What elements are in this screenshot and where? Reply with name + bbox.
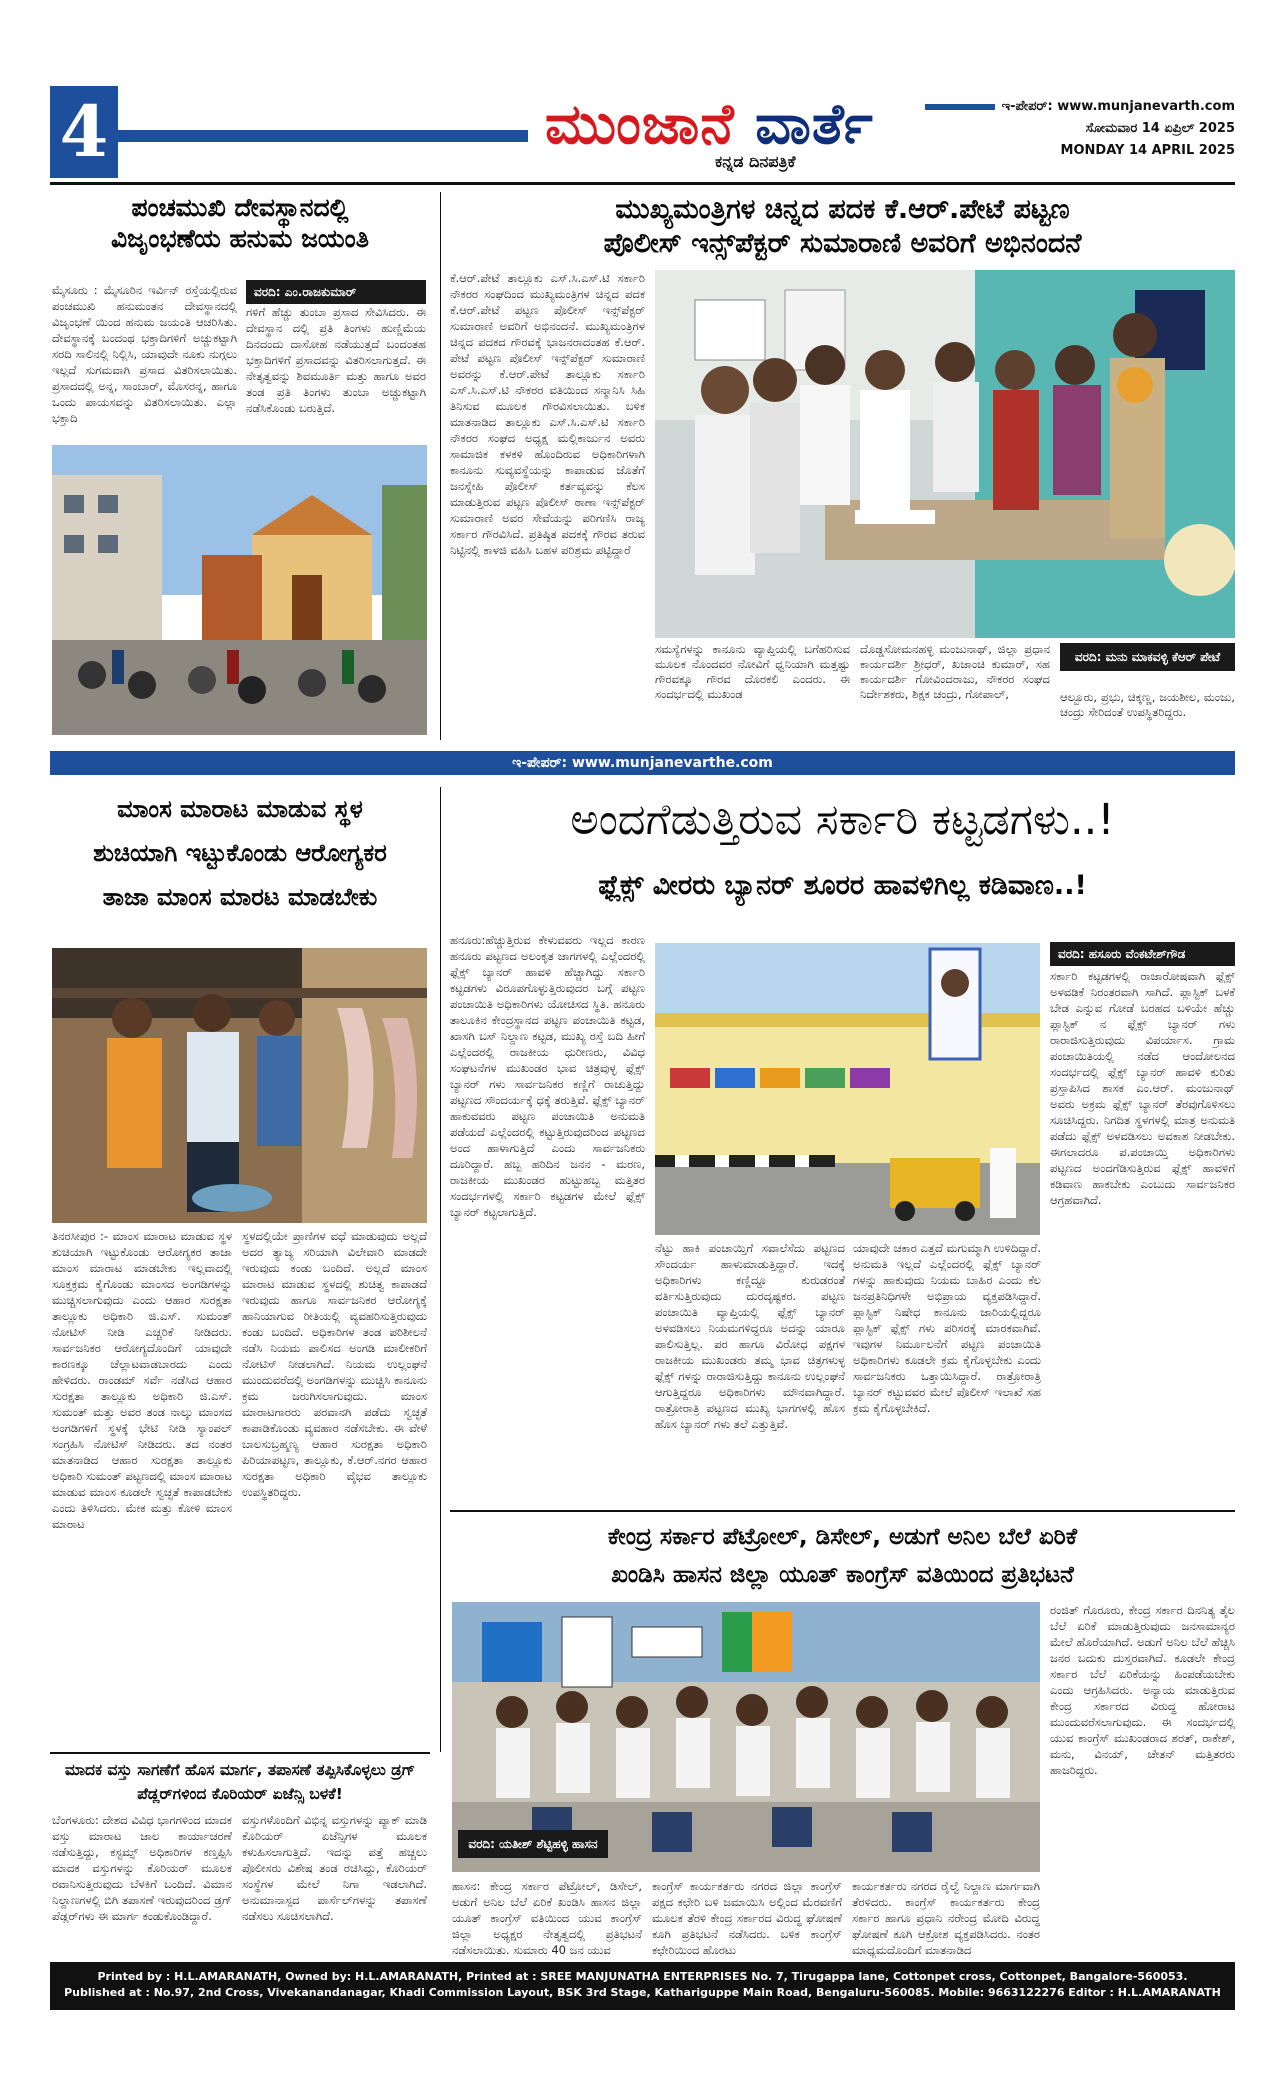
story6-col1: ಹಾಸನ: ಕೇಂದ್ರ ಸರ್ಕಾರ ಪೆಟ್ರೋಲ್, ಡಿಸೇಲ್, ಅಡುಗೆ ಅನಿಲ ಬೆಲೆ ಏರಿಕೆ ಖಂಡಿಸಿ ಹಾಸನ ಜಿಲ್ಲಾ ಯೂತ್ ಕಾಂಗ್ರೆಸ್ ವತಿಯಿಂದ ಯುವ ಕಾಂಗ್ರೆಸ್ ಜಿಲ್ಲಾ ಅಧ್ಯಕ್ಷರ ನೇತೃತ್ವದಲ್ಲಿ ಪ್ರತಿಭಟನೆ ನಡೆಸಲಾಯಿತು. ಸುಮಾರು 40 ಜನ ಯುವ [452, 1879, 642, 1957]
flex-banner-illustration [655, 943, 1040, 1235]
story5-top-rule [50, 1752, 430, 1754]
story1-col2: ಗಳಿಗೆ ಹೆಚ್ಚು ತುಂಬಾ ಪ್ರಸಾದ ಸೇವಿಸಿದರು. ಈ ದೇವಸ್ಥಾನ ದಲ್ಲಿ ಪ್ರತಿ ತಿಂಗಳು ಹುಣ್ಣಿಮೆಯ ದಿನದಂದು ದಾಸೋಹ ನಡೆಯುತ್ತದೆ ಬಂದಂತಹ ಭಕ್ತಾದಿಗಳಿಗೆ ಪ್ರಸಾದವನ್ನು ವಿತರಿಸಲಾಗುತ್ತದೆ. ಈ ನೇತೃತ್ವವನ್ನು ಶಿವಮೂರ್ತಿ ಮತ್ತು ಹಾಗೂ ಅವರ ತಂಡ ಪ್ರತಿ ತಿಂಗಳು ತುಂಬಾ ಅಚ್ಚುಕಟ್ಟಾಗಿ ನಡೆಸಿಕೊಂಡು ಬರುತ್ತಿದೆ. [246, 305, 426, 415]
story1-headline-line2: ವಿಜೃಂಭಣೆಯ ಹನುಮ ಜಯಂತಿ [110, 224, 370, 254]
story3-headline-line2: ಶುಚಿಯಾಗಿ ಇಟ್ಟುಕೊಂಡು ಆರೋಗ್ಯಕರ [93, 839, 387, 867]
story4-col1: ಹನೂರು:ಹೆಚ್ಚುತ್ತಿರುವ ಕೇಳುವವರು ಇಲ್ಲದ ಕಾರಣ ಹನೂರು ಪಟ್ಟಣದ ಅಲಂಕೃತ ಜಾಗಗಳಲ್ಲಿ ಎಲ್ಲೆಂದರಲ್ಲಿ ಫ್ಲೆಕ್ಸ್ ಬ್ಯಾನರ್ ಹಾವಳಿ ಹೆಚ್ಚಾಗಿದ್ದು ಸರ್ಕಾರಿ ಕಟ್ಟಡಗಳು ವಿರೂಪಗೊಳ್ಳುತ್ತಿರುವುದರ ಬಗ್ಗೆ ಪಟ್ಟಣ ಪಂಚಾಯಿತಿ ಅಧಿಕಾರಿಗಳು ಯೋಚಿಸದ ಸ್ಥಿತಿ. ಹನೂರು ತಾಲೂಕಿನ ಕೇಂದ್ರಸ್ಥಾನದ ಪಟ್ಟಣ ಪಂಚಾಯಿತಿ ಕಟ್ಟಡ, ಖಾಸಗಿ ಬಸ್ ನಿಲ್ದಾಣ ಕಟ್ಟಡ, ಮುಖ್ಯ ರಸ್ತೆ ಬದಿ ಹೀಗೆ ಎಲ್ಲೆಂದರಲ್ಲಿ ರಾಜಕೀಯ ಧುರೀಣರು, ವಿವಿಧ ಸಂಘಟನೆಗಳ ಮುಖಂಡರ ಭಾವ ಚಿತ್ರವುಳ್ಳ ಫ್ಲೆಕ್ಸ್ ಬ್ಯಾನರ್ ಗಳು ಸಾರ್ವಜನಿಕರ ಕಣ್ಣಿಗೆ ರಾಚುತ್ತಿದ್ದು ಪಟ್ಟಣದ ಸೌಂದರ್ಯಕ್ಕೆ ಧಕ್ಕೆ ತರುತ್ತಿವೆ. ಫ್ಲೆಕ್ಸ್ ಬ್ಯಾನರ್ ಹಾಕುವವರು ಪಟ್ಟಣ ಪಂಚಾಯಿತಿ ಅನುಮತಿ ಪಡೆಯದೆ ಎಲ್ಲೆಂದರಲ್ಲಿ ಕಟ್ಟುತ್ತಿರುವುದರಿಂದ ಪಟ್ಟಣದ ಅಂದ ಹಾಳಾಗುತ್ತಿದೆ ಎಂದು ಸಾರ್ವಜನಿಕರು ದೂರಿದ್ದಾರೆ. ಹಬ್ಬ ಹರಿದಿನ ಜನನ - ಮರಣ, ರಾಜಕೀಯ ಮುಖಂಡರ ಹುಟ್ಟುಹಬ್ಬ ಮತ್ತಿತರ ಸಂದರ್ಭಗಳಲ್ಲಿ ಸರ್ಕಾರಿ ಕಟ್ಟಡಗಳ ಮೇಲೆ ಫ್ಲೆಕ್ಸ್ ಬ್ಯಾನರ್ ಕಟ್ಟಲಾಗುತ್ತಿದೆ. [450, 933, 645, 1219]
story3-col1: ತಿನರಸೀಪುರ :- ಮಾಂಸ ಮಾರಾಟ ಮಾಡುವ ಸ್ಥಳ ಶುಚಿಯಾಗಿ ಇಟ್ಟುಕೊಂಡು ಆರೋಗ್ಯಕರ ತಾಜಾ ಮಾಂಸ ಮಾರಾಟ ಮಾಡಬೇಕು ಇಲ್ಲವಾದಲ್ಲಿ ಸೂಕ್ತಕ್ರಮ ಕೈಗೊಂಡು ಮಾಂಸದ ಅಂಗಡಿಗಳನ್ನು ಮುಚ್ಚಿಸಲಾಗುವುದು ಎಂದು ಆಹಾರ ಸುರಕ್ಷತಾ ತಾಲ್ಲೂಕು ಅಧಿಕಾರಿ ಜಿ.ಎಸ್. ಸುಮಂತ್ ನೋಟಿಸ್ ನೀಡಿ ಎಚ್ಚರಿಕೆ ನೀಡಿದರು. ಸಾರ್ವಜನಿಕರ ಆರೋಗ್ಯದೊಂದಿಗೆ ಯಾವುದೇ ಕಾರಣಕ್ಕೂ ಚೆಲ್ಲಾಟವಾಡಬಾರದು ಎಂದು ಹೇಳಿದರು. ರಾಂಡಮ್ ಸರ್ವೆ ನಡೆಸಿದ ಆಹಾರ ಸುರಕ್ಷತಾ ತಾಲ್ಲೂಕು ಅಧಿಕಾರಿ ಜಿ.ಎಸ್. ಸುಮಂತ್ ಮತ್ತು ಅವರ ತಂಡ ನಾಲ್ಕು ಮಾಂಸದ ಅಂಗಡಿಗಳಿಗೆ ಸ್ಥಳಕ್ಕೆ ಭೇಟಿ ನೀಡಿ ಸ್ಯಾಂಪಲ್ ಸಂಗ್ರಹಿಸಿ ನೋಟಿಸ್ ನೀಡಿದರು. ತದ ನಂತರ ಮಾತನಾಡಿದ ಆಹಾರ ಸುರಕ್ಷತಾ ತಾಲ್ಲೂಕು ಅಧಿಕಾರಿ ಸುಮಂತ್ ಪಟ್ಟಣದಲ್ಲಿ ಮಾಂಸ ಮಾರಾಟ ಮಾಡುವ ಮಾಂಸ ಕೂಡಲೇ ಸ್ವಚ್ಛತೆ ಕಾಪಾಡಬೇಕು ಎಂದು ತಿಳಿಸಿದರು. ಮೇಕ ಮತ್ತು ಕೋಳಿ ಮಾಂಸ ಮಾರಾಟ [52, 1229, 232, 1531]
story6-headline-line1: ಕೇಂದ್ರ ಸರ್ಕಾರ ಪೆಟ್ರೋಲ್, ಡಿಸೇಲ್, ಅಡುಗೆ ಅನಿಲ ಬೆಲೆ ಏರಿಕೆ [607, 1524, 1078, 1550]
story6-byline: ವರದಿ: ಯತೀಶ್ ಶೆಟ್ಟಿಹಳ್ಳಿ ಹಾಸನ [458, 1830, 608, 1858]
story2-caption-right: ಆಲ್ಬೂರು, ಪ್ರಭು, ಚಿಕ್ಕಣ್ಣ, ಜಯಶೀಲ, ಮಂಜು, ಚಂದ್ರು ಸೇರಿದಂತೆ ಉಪಸ್ಥಿತರಿದ್ದರು. [1060, 690, 1235, 719]
story4-col4: ಸರ್ಕಾರಿ ಕಟ್ಟಡಗಳಲ್ಲಿ ರಾಜಾರೋಷವಾಗಿ ಫ್ಲೆಕ್ಸ್ ಅಳವಡಿಕೆ ನಿರಂತರವಾಗಿ ಸಾಗಿದೆ. ಪ್ಲಾಸ್ಟಿಕ್ ಬಳಕೆ ಬೇಡ ಎನ್ನುವ ಗೋಡೆ ಬರಹದ ಬಳಿಯೇ ಹೆಚ್ಚು ಪ್ಲಾಸ್ಟಿಕ್ ನ ಫ್ಲೆಕ್ಸ್ ಬ್ಯಾನರ್ ಗಳು ರಾರಾಜಿಸುತ್ತಿರುವುದು ವಿಪರ್ಯಾಸ. ಗ್ರಾಮ ಪಂಚಾಯಿತಿಯಲ್ಲಿ ನಡೆದ ಆಂದೋಲನದ ಸಂದರ್ಭದಲ್ಲಿ ಫ್ಲೆಕ್ಸ್ ಬ್ಯಾನರ್ ಹಾವಳಿ ಕುರಿತು ಪ್ರಸ್ತಾಪಿಸಿದ ಶಾಸಕ ಎಂ.ಆರ್. ಮಂಜುನಾಥ್ ಅವರು ಅಕ್ರಮ ಫ್ಲೆಕ್ಸ್ ಬ್ಯಾನರ್ ತೆರವುಗೊಳಿಸಲು ಸೂಚಿಸಿದ್ದರು. ನಿಗದಿತ ಸ್ಥಳಗಳಲ್ಲಿ ಮಾತ್ರ ಅನುಮತಿ ಪಡೆದು ಫ್ಲೆಕ್ಸ್ ಅಳವಡಿಸಲು ಅವಕಾಶ ನೀಡಬೇಕು. ಈಗಲಾದರೂ ಪ.ಪಂಚಾಯ್ತಿ ಅಧಿಕಾರಿಗಳು ಪಟ್ಟಣದ ಅಂದಗೆಡಿಸುತ್ತಿರುವ ಫ್ಲೆಕ್ಸ್ ಹಾವಳಿಗೆ ಕಡಿವಾಣ ಹಾಕಬೇಕು ಎಂಬುದು ಸಾರ್ವಜನಿಕರ ಆಗ್ರಹವಾಗಿದೆ. [1050, 969, 1235, 1207]
story6-headline [450, 1518, 1235, 1594]
story3-col2: ಸ್ಥಳದಲ್ಲಿಯೇ ಪ್ರಾಣಿಗಳ ವಧೆ ಮಾಡುವುದು ಅಲ್ಲದೆ ಅದರ ತ್ಯಾಜ್ಯ ಸರಿಯಾಗಿ ವಿಲೇವಾರಿ ಮಾಡದೇ ಇರುವುದು ಕಂಡು ಬಂದಿದೆ. ಅಲ್ಲದೆ ಮಾಂಸ ಮಾರಾಟ ಮಾಡುವ ಸ್ಥಳದಲ್ಲಿ ಶುಚಿತ್ವ ಕಾಪಾಡದೆ ಇರುವುದು ಹಾಗೂ ಸಾರ್ವಜನಿಕರ ಆರೋಗ್ಯಕ್ಕೆ ಹಾನಿಯಾಗುವ ರೀತಿಯಲ್ಲಿ ವ್ಯವಹರಿಸುತ್ತಿರುವುದು ಕಂಡು ಬಂದಿದೆ. ಅಧಿಕಾರಿಗಳ ತಂಡ ಪರಿಶೀಲನೆ ನಡೆಸಿ ನಿಯಮ ಪಾಲಿಸದ ಅಂಗಡಿ ಮಾಲೀಕರಿಗೆ ನೋಟಿಸ್ ನೀಡಲಾಗಿದೆ. ನಿಯಮ ಉಲ್ಲಂಘನೆ ಮುಂದುವರೆದಲ್ಲಿ ಅಂಗಡಿಗಳನ್ನು ಮುಚ್ಚಿಸಿ ಕಾನೂನು ಕ್ರಮ ಜರುಗಿಸಲಾಗುವುದು. ಮಾಂಸ ಮಾರಾಟಗಾರರು ಪರವಾನಗಿ ಪಡೆದು ಸ್ವಚ್ಛತೆ ಕಾಪಾಡಿಕೊಂಡು ವ್ಯವಹಾರ ನಡೆಸಬೇಕು. ಈ ವೇಳೆ ಬಾಲಸುಬ್ರಹ್ಮಣ್ಯ ಆಹಾರ ಸುರಕ್ಷತಾ ಅಧಿಕಾರಿ ಪಿರಿಯಾಪಟ್ಟಣ, ತಾಲ್ಲೂಕು, ಕೆ.ಆರ್.ನಗರ ಆಹಾರ ಸುರಕ್ಷತಾ ಅಧಿಕಾರಿ ವೈಭವ ತಾಲ್ಲೂಕು ಉಪಸ್ಥಿತರಿದ್ದರು. [242, 1229, 427, 1499]
masthead-divider [50, 182, 1235, 185]
masthead-rule [118, 130, 528, 142]
temple-photo-illustration [52, 445, 427, 735]
story2-headline [450, 193, 1235, 261]
flex-banner-photo [655, 943, 1040, 1235]
story6-col2: ಕಾಂಗ್ರೆಸ್ ಕಾರ್ಯಕರ್ತರು ನಗರದ ಜಿಲ್ಲಾ ಕಾಂಗ್ರೆಸ್ ಪಕ್ಷದ ಕಛೇರಿ ಬಳಿ ಜಮಾಯಿಸಿ ಅಲ್ಲಿಂದ ಮೆರವಣಿಗೆ ಮೂಲಕ ತೆರಳಿ ಕೇಂದ್ರ ಸರ್ಕಾರದ ವಿರುದ್ಧ ಘೋಷಣೆ ಕೂಗಿ ಪ್ರತಿಭಟನೆ ನಡೆಸಿದರು. ಬಳಿಕ ಕಾಂಗ್ರೆಸ್ ಕಛೇರಿಯಿಂದ ಹೊರಟು [652, 1879, 842, 1957]
story2-caption-left: ಸಮಸ್ಯೆಗಳನ್ನು ಕಾನೂನು ವ್ಯಾಪ್ತಿಯಲ್ಲಿ ಬಗೆಹರಿಸುವ ಮೂಲಕ ನೊಂದವರ ನೋವಿಗೆ ಧ್ವನಿಯಾಗಿ ಮತ್ತಷ್ಟು ಗೌರವಕ್ಕೂ ಗೌರವ ದೊರಕಲಿ ಎಂದರು. ಈ ಸಂದರ್ಭದಲ್ಲಿ ಮುಖಂಡ [655, 642, 850, 701]
story3-headline-line1: ಮಾಂಸ ಮಾರಾಟ ಮಾಡುವ ಸ್ಥಳ [117, 795, 363, 823]
newspaper-tagline: ಕನ್ನಡ ದಿನಪತ್ರಿಕೆ [715, 152, 796, 171]
imprint-line2: Published at : No.97, 2nd Cross, Vivekanandanagar, Khadi Commission Layout, BSK 3rd Stage, Kathariguppe Main Road, Bengaluru-560085. Mobile: 9663122276 Editor : H.L.AMARANATH [64, 1986, 1221, 1999]
award-photo [655, 270, 1235, 638]
date-english: MONDAY 14 APRIL 2025 [1060, 143, 1235, 158]
story6-col3: ಕಾರ್ಯಕರ್ತರು ನಗರದ ರೈಲ್ವೆ ನಿಲ್ದಾಣ ಮಾರ್ಗವಾಗಿ ತೆರಳಿದರು. ಕಾಂಗ್ರೆಸ್ ಕಾರ್ಯಕರ್ತರು ಕೇಂದ್ರ ಸರ್ಕಾರ ಹಾಗೂ ಪ್ರಧಾನಿ ನರೇಂದ್ರ ಮೋದಿ ವಿರುದ್ಧ ಘೋಷಣೆ ಕೂಗಿ ಆಕ್ರೋಶ ವ್ಯಕ್ತಪಡಿಸಿದರು. ನಂತರ ಮಾಧ್ಯಮದೊಂದಿಗೆ ಮಾತನಾಡಿದ [852, 1879, 1040, 1957]
story1-headline [50, 192, 430, 255]
column-rule-1 [440, 192, 441, 740]
story4-headline-sub: ಫ್ಲೆಕ್ಸ್ ವೀರರು ಬ್ಯಾನರ್ ಶೂರರ ಹಾವಳಿಗಿಲ್ಲ ಕಡಿವಾಣ..! [598, 870, 1087, 901]
epaper-band[interactable]: ಇ-ಪೇಪರ್: www.munjanevarthe.com [50, 751, 1235, 775]
story5-col1: ಬೆಂಗಳೂರು: ದೇಶದ ವಿವಿಧ ಭಾಗಗಳಿಂದ ಮಾದಕ ವಸ್ತು ಮಾರಾಟ ಜಾಲ ಕಾರ್ಯಾಚರಣೆ ನಡೆಸುತ್ತಿದ್ದು, ಕಸ್ಟಮ್ಸ್ ಅಧಿಕಾರಿಗಳ ಕಣ್ತಪ್ಪಿಸಿ ಮಾದಕ ವಸ್ತುಗಳನ್ನು ಕೊರಿಯರ್ ಮೂಲಕ ರವಾನಿಸುತ್ತಿರುವುದು ಬೆಳಕಿಗೆ ಬಂದಿದೆ. ವಿಮಾನ ನಿಲ್ದಾಣಗಳಲ್ಲಿ ಬಿಗಿ ತಪಾಸಣೆ ಇರುವುದರಿಂದ ಡ್ರಗ್ ಪೆಡ್ಲರ್‌ಗಳು ಈ ಮಾರ್ಗ ಕಂಡುಕೊಂಡಿದ್ದಾರೆ. [52, 1813, 232, 1923]
story3-headline-line3: ತಾಜಾ ಮಾಂಸ ಮಾರಟ ಮಾಡಬೇಕು [102, 883, 378, 911]
story5-col2: ವಸ್ತುಗಳೊಂದಿಗೆ ವಿಭಿನ್ನ ವಸ್ತುಗಳನ್ನು ಪ್ಯಾಕ್ ಮಾಡಿ ಕೊರಿಯರ್ ಏಜೆನ್ಸಿಗಳ ಮೂಲಕ ಕಳುಹಿಸಲಾಗುತ್ತಿದೆ. ಇದನ್ನು ಪತ್ತೆ ಹಚ್ಚಲು ಪೊಲೀಸರು ವಿಶೇಷ ತಂಡ ರಚಿಸಿದ್ದು, ಕೊರಿಯರ್ ಸಂಸ್ಥೆಗಳ ಮೇಲೆ ನಿಗಾ ಇಡಲಾಗಿದೆ. ಅನುಮಾನಾಸ್ಪದ ಪಾರ್ಸೆಲ್‌ಗಳನ್ನು ತಪಾಸಣೆ ನಡೆಸಲು ಸೂಚಿಸಲಾಗಿದೆ. [242, 1813, 427, 1923]
story4-col3: ಯಾವುದೇ ಚಕಾರ ಎತ್ತದೆ ಮಗುಮ್ಮಾಗಿ ಉಳಿದಿದ್ದಾರೆ. ಅನುಮತಿ ಇಲ್ಲದೆ ಎಲ್ಲೆಂದರಲ್ಲಿ ಫ್ಲೆಕ್ಸ್ ಬ್ಯಾನರ್ ಗಳನ್ನು ಹಾಕುವುದು ನಿಯಮ ಬಾಹಿರ ಎಂದು ಕೆಲ ಜನಪ್ರತಿನಿಧಿಗಳೇ ಅಭಿಪ್ರಾಯ ವ್ಯಕ್ತಪಡಿಸಿದ್ದಾರೆ. ಪ್ಲಾಸ್ಟಿಕ್ ನಿಷೇಧ ಕಾನೂನು ಜಾರಿಯಲ್ಲಿದ್ದರೂ ಪ್ಲಾಸ್ಟಿಕ್ ಫ್ಲೆಕ್ಸ್ ಗಳು ಪರಿಸರಕ್ಕೆ ಮಾರಕವಾಗಿವೆ. ಇವುಗಳ ನಿರ್ಮೂಲನೆಗೆ ಪಟ್ಟಣ ಪಂಚಾಯಿತಿ ಅಧಿಕಾರಿಗಳು ಕೂಡಲೇ ಕ್ರಮ ಕೈಗೊಳ್ಳಬೇಕು ಎಂದು ಸಾರ್ವಜನಿಕರು ಒತ್ತಾಯಿಸಿದ್ದಾರೆ. ರಾತ್ರೋರಾತ್ರಿ ಬ್ಯಾನರ್ ಕಟ್ಟುವವರ ಮೇಲೆ ಪೊಲೀಸ್ ಇಲಾಖೆ ಸಹ ಕ್ರಮ ಕೈಗೊಳ್ಳಬೇಕಿದೆ. [853, 1241, 1041, 1415]
story2-col1: ಕೆ.ಆರ್.ಪೇಟೆ ತಾಲ್ಲೂಕು ಎಸ್.ಸಿ.ಎಸ್.ಟಿ ಸರ್ಕಾರಿ ನೌಕರರ ಸಂಘದಿಂದ ಮುಖ್ಯಮಂತ್ರಿಗಳ ಚಿನ್ನದ ಪದಕ ಕೆ.ಆರ್.ಪೇಟೆ ಪಟ್ಟಣ ಪೊಲೀಸ್ ಇನ್ಸ್‌ಪೆಕ್ಟರ್ ಸುಮಾರಾಣಿ ಅವರಿಗೆ ಅಭಿನಂದನೆ. ಮುಖ್ಯಮಂತ್ರಿಗಳ ಚಿನ್ನದ ಪದಕದ ಗೌರವಕ್ಕೆ ಭಾಜನರಾದಂತಹ ಕೆ.ಆರ್. ಪೇಟೆ ಪಟ್ಟಣ ಪೊಲೀಸ್ ಇನ್ಸ್‌ಪೆಕ್ಟರ್ ಸುಮಾರಾಣಿ ಅವರನ್ನು ಕೆ.ಆರ್.ಪೇಟೆ ತಾಲ್ಲೂಕು ಸರ್ಕಾರಿ ಎಸ್.ಸಿ.ಎಸ್.ಟಿ ನೌಕರರ ವತಿಯಿಂದ ಸನ್ಮಾನಿಸಿ ಸಿಹಿ ತಿನಿಸುವ ಮೂಲಕ ಗೌರವಿಸಲಾಯಿತು. ಬಳಿಕ ಮಾತನಾಡಿದ ತಾಲ್ಲೂಕು ಎಸ್.ಸಿ.ಎಸ್.ಟಿ ಸರ್ಕಾರಿ ನೌಕರರ ಸಂಘದ ಅಧ್ಯಕ್ಷ ಮಲ್ಲಿಕಾರ್ಜುನ ಅವರು ಸಾಮಾಜಿಕ ಕಳಕಳಿ ಹೊಂದಿರುವ ಅಧಿಕಾರಿಗಳಾಗಿ ಕಾನೂನು ಸುವ್ಯವಸ್ಥೆಯನ್ನು ಕಾಪಾಡುವ ಜೊತೆಗೆ ಜನಸ್ನೇಹಿ ಪೊಲೀಸ್ ಕರ್ತವ್ಯವನ್ನು ಕೆಲಸ ಮಾಡುತ್ತಿರುವ ಪಟ್ಟಣ ಪೊಲೀಸ್ ಠಾಣಾ ಇನ್ಸ್‌ಪೆಕ್ಟರ್ ಸುಮಾರಾಣಿ ಅವರ ಸೇವೆಯನ್ನು ಪರಿಗಣಿಸಿ ರಾಜ್ಯ ಸರ್ಕಾರ ಗೌರವಿಸಿದೆ. ಪ್ರತಿಷ್ಠಿತ ಪದಕಕ್ಕೆ ಗೌರವ ತರುವ ನಿಟ್ಟಿನಲ್ಲಿ ಕಾಳಜಿ ವಹಿಸಿ ಬಹಳ ಪರಿಶ್ರಮ ಪಟ್ಟಿದ್ದಾರೆ [450, 271, 645, 557]
meat-inspection-photo [52, 948, 427, 1223]
story2-byline: ವರದಿ: ಮನು ಮಾಕವಳ್ಳಿ ಕೆಆರ್ ಪೇಟೆ [1060, 643, 1235, 671]
story2-headline-line2: ಪೊಲೀಸ್ ಇನ್ಸ್‌ಪೆಕ್ಟರ್ ಸುಮಾರಾಣಿ ಅವರಿಗೆ ಅಭಿನಂದನೆ [603, 227, 1082, 259]
story6-col4: ರಂಜಿತ್ ಗೊರೂರು, ಕೇಂದ್ರ ಸರ್ಕಾರ ದಿನನಿತ್ಯ ತೈಲ ಬೆಲೆ ಏರಿಕೆ ಮಾಡುತ್ತಿರುವುದು ಜನಸಾಮಾನ್ಯರ ಮೇಲೆ ಹೊರೆಯಾಗಿದೆ. ಅಡುಗೆ ಅನಿಲ ಬೆಲೆ ಹೆಚ್ಚಿಸಿ ಜನರ ಬದುಕು ದುಸ್ತರವಾಗಿದೆ. ಕೂಡಲೇ ಕೇಂದ್ರ ಸರ್ಕಾರ ಬೆಲೆ ಏರಿಕೆಯನ್ನು ಹಿಂಪಡೆಯಬೇಕು ಎಂದು ಆಗ್ರಹಿಸಿದರು. ಅನ್ಯಾಯ ಮಾಡುತ್ತಿರುವ ಕೇಂದ್ರ ಸರ್ಕಾರದ ವಿರುದ್ಧ ಹೋರಾಟ ಮುಂದುವರೆಸಲಾಗುವುದು. ಈ ಸಂದರ್ಭದಲ್ಲಿ ಯುವ ಕಾಂಗ್ರೆಸ್ ಮುಖಂಡರಾದ ಶರತ್, ರಾಕೇಶ್, ಮನು, ವಿನಯ್, ಚೇತನ್ ಮತ್ತಿತರರು ಹಾಜರಿದ್ದರು. [1050, 1603, 1235, 1777]
newspaper-name-part1: ಮುಂಜಾನೆ [545, 92, 735, 157]
imprint-line1: Printed by : H.L.AMARANATH, Owned by: H.L.AMARANATH, Printed at : SREE MANJUNATHA ENTERPRISES No. 7, Tirugappa lane, Cottonpet cross, Cottonpet, Bangalore-560053. [97, 1970, 1188, 1983]
story1-headline-line1: ಪಂಚಮುಖಿ ದೇವಸ್ಥಾನದಲ್ಲಿ [131, 193, 349, 222]
story4-col2: ನೆಟ್ಟು ಹಾಕಿ ಪಂಚಾಯ್ತಿಗೆ ಸವಾಲೆಸೆದು ಪಟ್ಟಣದ ಸೌಂದರ್ಯ ಹಾಳುಮಾಡುತ್ತಿದ್ದಾರೆ. ಇದಕ್ಕೆ ಅಧಿಕಾರಿಗಳು ಕಣ್ಣಿದ್ದೂ ಕುರುಡರಂತೆ ವರ್ತಿಸುತ್ತಿರುವುದು ದುರದೃಷ್ಟಕರ. ಪಟ್ಟಣ ಪಂಚಾಯಿತಿ ವ್ಯಾಪ್ತಿಯಲ್ಲಿ ಫ್ಲೆಕ್ಸ್ ಬ್ಯಾನರ್ ಅಳವಡಿಸಲು ನಿಯಮಗಳಿದ್ದರೂ ಅದನ್ನು ಯಾರೂ ಪಾಲಿಸುತ್ತಿಲ್ಲ. ಪರ ಹಾಗೂ ವಿರೋಧ ಪಕ್ಷಗಳ ರಾಜಕೀಯ ಮುಖಂಡರು ತಮ್ಮ ಭಾವ ಚಿತ್ರಗಳುಳ್ಳ ಫ್ಲೆಕ್ಸ್ ಗಳನ್ನು ರಾರಾಜಿಸುತ್ತಿದ್ದು ಕಾನೂನು ಉಲ್ಲಂಘನೆ ಆಗುತ್ತಿದ್ದರೂ ಅಧಿಕಾರಿಗಳು ಮೌನವಾಗಿದ್ದಾರೆ. ರಾತ್ರೋರಾತ್ರಿ ಪಟ್ಟಣದ ಮುಖ್ಯ ಭಾಗಗಳಲ್ಲಿ ಹೊಸ ಹೊಸ ಬ್ಯಾನರ್ ಗಳು ತಲೆ ಎತ್ತುತ್ತಿವೆ. [655, 1241, 845, 1431]
newspaper-name-part2: ವಾರ್ತೆ [755, 92, 874, 157]
story4-bottom-rule [450, 1510, 1235, 1512]
story1-col1: ಮೈಸೂರು : ಮೈಸೂರಿನ ಇರ್ವಿನ್ ರಸ್ತೆಯಲ್ಲಿರುವ ಪಂಚಮುಖಿ ಹನುಮಂತನ ದೇವಸ್ಥಾನದಲ್ಲಿ ವಿಜೃಂಭಣೆ ಯಿಂದ ಹನುಮ ಜಯಂತಿ ಆಚರಿಸಿತು. ದೇವಸ್ಥಾನಕ್ಕೆ ಬಂದಂಥ ಭಕ್ತಾದಿಗಳಿಗೆ ಅಚ್ಚುಕಟ್ಟಾಗಿ ಸರದಿ ಸಾಲಿನಲ್ಲಿ ನಿಲ್ಲಿಸಿ, ಯಾವುದೇ ನೂಕು ನುಗ್ಗಲು ಇಲ್ಲದೆ ಸುಗಮವಾಗಿ ಪ್ರಸಾದ ವಿತರಿಸಲಾಯಿತು. ಪ್ರಸಾದದಲ್ಲಿ ಅನ್ನ, ಸಾಂಬಾರ್, ಮೊಸರನ್ನ, ಹಾಗೂ ಒಂದು ಪಾಯಸವನ್ನು ವಿತರಿಸಲಾಯಿತು. ಎಲ್ಲಾ ಭಕ್ತಾದಿ [52, 283, 237, 425]
story4-headline-main: ಅಂದಗೆಡುತ್ತಿರುವ ಸರ್ಕಾರಿ ಕಟ್ಟಡಗಳು..! [570, 795, 1115, 845]
story2-caption-mid: ದೊಡ್ಡಸೋಮನಹಳ್ಳಿ ಮಂಜುನಾಥ್, ಜಿಲ್ಲಾ ಪ್ರಧಾನ ಕಾರ್ಯದರ್ಶಿ ಶ್ರೀಧರ್, ಖಜಾಂಚಿ ಕುಮಾರ್, ಸಹ ಕಾರ್ಯದರ್ಶಿ ಗೋವಿಂದರಾಜು, ನೌಕರರ ಸಂಘದ ನಿರ್ದೇಶಕರು, ಶಿಕ್ಷಕ ಚಂದ್ರು, ಗೋಪಾಲ್, [860, 642, 1050, 701]
epaper-link[interactable]: ಇ-ಪೇಪರ್: www.munjanevarth.com [1001, 99, 1235, 114]
story5-headline: ಮಾದಕ ವಸ್ತು ಸಾಗಣೆಗೆ ಹೊಸ ಮಾರ್ಗ, ತಪಾಸಣೆ ತಪ್ಪಿಸಿಕೊಳ್ಳಲು ಡ್ರಗ್ ಪೆಡ್ಲರ್‌ಗಳಿಂದ ಕೊರಿಯರ್ ಏಜೆನ್ಸಿ ಬಳಕೆ! [64, 1761, 416, 1803]
story3-headline [50, 787, 430, 919]
meat-inspection-illustration [52, 948, 427, 1223]
column-rule-2 [440, 787, 441, 1752]
award-photo-illustration [655, 270, 1235, 638]
date-kannada: ಸೋಮವಾರ 14 ಏಪ್ರಿಲ್ 2025 [1085, 121, 1235, 136]
story4-byline: ವರದಿ: ಹಸೂರು ವೆಂಕಟೇಶ್‌ಗೌಡ [1050, 942, 1235, 966]
epaper-header [925, 98, 1235, 116]
story2-headline-line1: ಮುಖ್ಯಮಂತ್ರಿಗಳ ಚಿನ್ನದ ಪದಕ ಕೆ.ಆರ್.ಪೇಟೆ ಪಟ್ಟಣ [615, 194, 1070, 225]
imprint-footer [50, 1962, 1235, 2010]
epaper-bar [925, 104, 995, 110]
story1-byline: ವರದಿ: ಎಂ.ರಾಜಕುಮಾರ್ [246, 280, 426, 304]
story6-headline-line2: ಖಂಡಿಸಿ ಹಾಸನ ಜಿಲ್ಲಾ ಯೂತ್ ಕಾಂಗ್ರೆಸ್ ವತಿಯಿಂದ ಪ್ರತಿಭಟನೆ [611, 1562, 1074, 1588]
temple-photo [52, 445, 427, 735]
page-number: 4 [50, 86, 118, 178]
newspaper-name [545, 92, 874, 158]
